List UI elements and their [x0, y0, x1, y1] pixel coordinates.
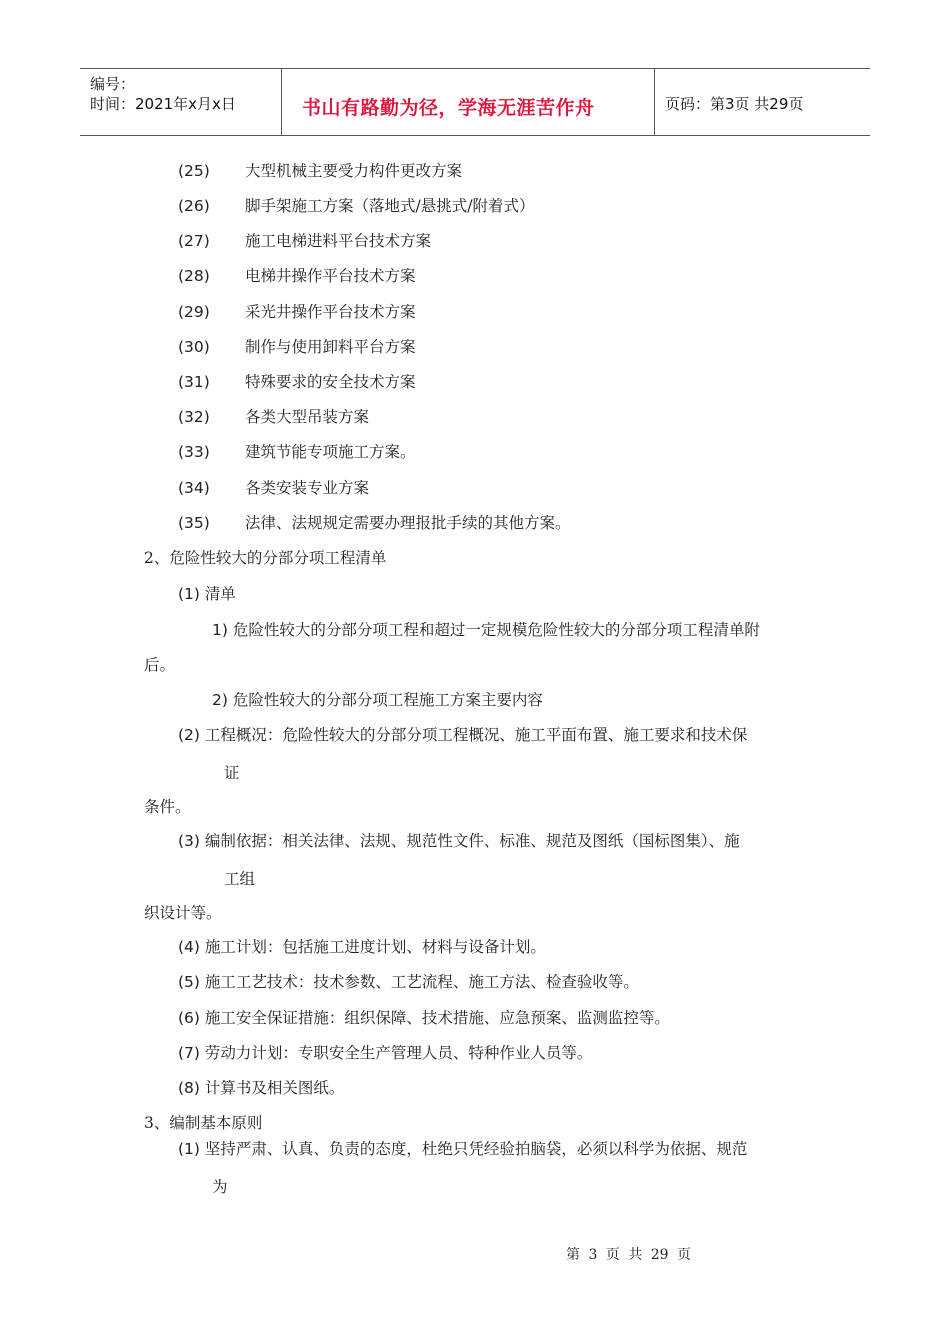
section-heading: 3、编制基本原则	[144, 1114, 263, 1132]
list-item-number: (25)	[178, 162, 210, 180]
list-item-text: 电梯井操作平台技术方案	[245, 267, 416, 285]
code-label: 编号：	[90, 75, 136, 93]
list-item-number: (33)	[178, 443, 210, 461]
list-item-number: (31)	[178, 373, 210, 391]
subsection-title: (1) 清单	[178, 585, 236, 603]
paragraph-line: (4) 施工计划：包括施工进度计划、材料与设备计划。	[178, 938, 546, 956]
paragraph-line: (6) 施工安全保证措施：组织保障、技术措施、应急预案、监测监控等。	[178, 1009, 670, 1027]
list-item-text: 各类安装专业方案	[245, 479, 370, 497]
page-header	[80, 68, 870, 136]
paragraph-line: 2) 危险性较大的分部分项工程施工方案主要内容	[212, 691, 543, 709]
header-right-cell	[655, 69, 870, 135]
list-item-number: (32)	[178, 408, 210, 426]
list-item-number: (29)	[178, 303, 210, 321]
header-left-cell	[80, 69, 282, 135]
paragraph-line: 织设计等。	[144, 904, 222, 922]
list-item-number: (30)	[178, 338, 210, 356]
list-item-number: (27)	[178, 232, 210, 250]
list-item-text: 法律、法规规定需要办理报批手续的其他方案。	[245, 514, 571, 532]
list-item-text: 各类大型吊装方案	[245, 408, 370, 426]
paragraph-line: (3) 编制依据：相关法律、法规、规范性文件、标准、规范及图纸（国标图集）、施	[178, 832, 740, 850]
header-page-info: 页码：第3页 共29页	[665, 95, 804, 113]
paragraph-line: (8) 计算书及相关图纸。	[178, 1079, 345, 1097]
list-item-number: (34)	[178, 479, 210, 497]
list-item-text: 建筑节能专项施工方案。	[245, 443, 416, 461]
paragraph-line: 为	[212, 1178, 228, 1196]
paragraph-line: 1) 危险性较大的分部分项工程和超过一定规模危险性较大的分部分项工程清单附	[212, 621, 760, 639]
paragraph-line: (7) 劳动力计划：专职安全生产管理人员、特种作业人员等。	[178, 1044, 593, 1062]
list-item-text: 采光井操作平台技术方案	[245, 303, 416, 321]
header-motto: 书山有路勤为径，学海无涯苦作舟	[302, 97, 595, 119]
list-item-number: (26)	[178, 197, 210, 215]
list-item-text: 施工电梯进料平台技术方案	[245, 232, 432, 250]
section-heading: 2、危险性较大的分部分项工程清单	[144, 549, 387, 567]
list-item-number: (28)	[178, 267, 210, 285]
paragraph-line: 后。	[144, 656, 176, 674]
page-footer: 第 3 页 共 29 页	[566, 1247, 691, 1263]
time-label: 时间：2021年x月x日	[90, 95, 236, 113]
paragraph-line: 证	[224, 764, 240, 782]
paragraph-line: 工组	[224, 870, 256, 888]
list-item-text: 大型机械主要受力构件更改方案	[245, 162, 463, 180]
paragraph-line: (2) 工程概况：危险性较大的分部分项工程概况、施工平面布置、施工要求和技术保	[178, 726, 748, 744]
list-item-text: 制作与使用卸料平台方案	[245, 338, 416, 356]
list-item-text: 脚手架施工方案（落地式/悬挑式/附着式）	[245, 197, 535, 215]
header-middle-cell	[282, 69, 655, 135]
list-item-text: 特殊要求的安全技术方案	[245, 373, 416, 391]
paragraph-line: 条件。	[144, 798, 191, 816]
paragraph-line: (5) 施工工艺技术：技术参数、工艺流程、施工方法、检查验收等。	[178, 973, 639, 991]
paragraph-line: (1) 坚持严肃、认真、负责的态度，杜绝只凭经验拍脑袋，必须以科学为依据、规范	[178, 1140, 748, 1158]
list-item-number: (35)	[178, 514, 210, 532]
